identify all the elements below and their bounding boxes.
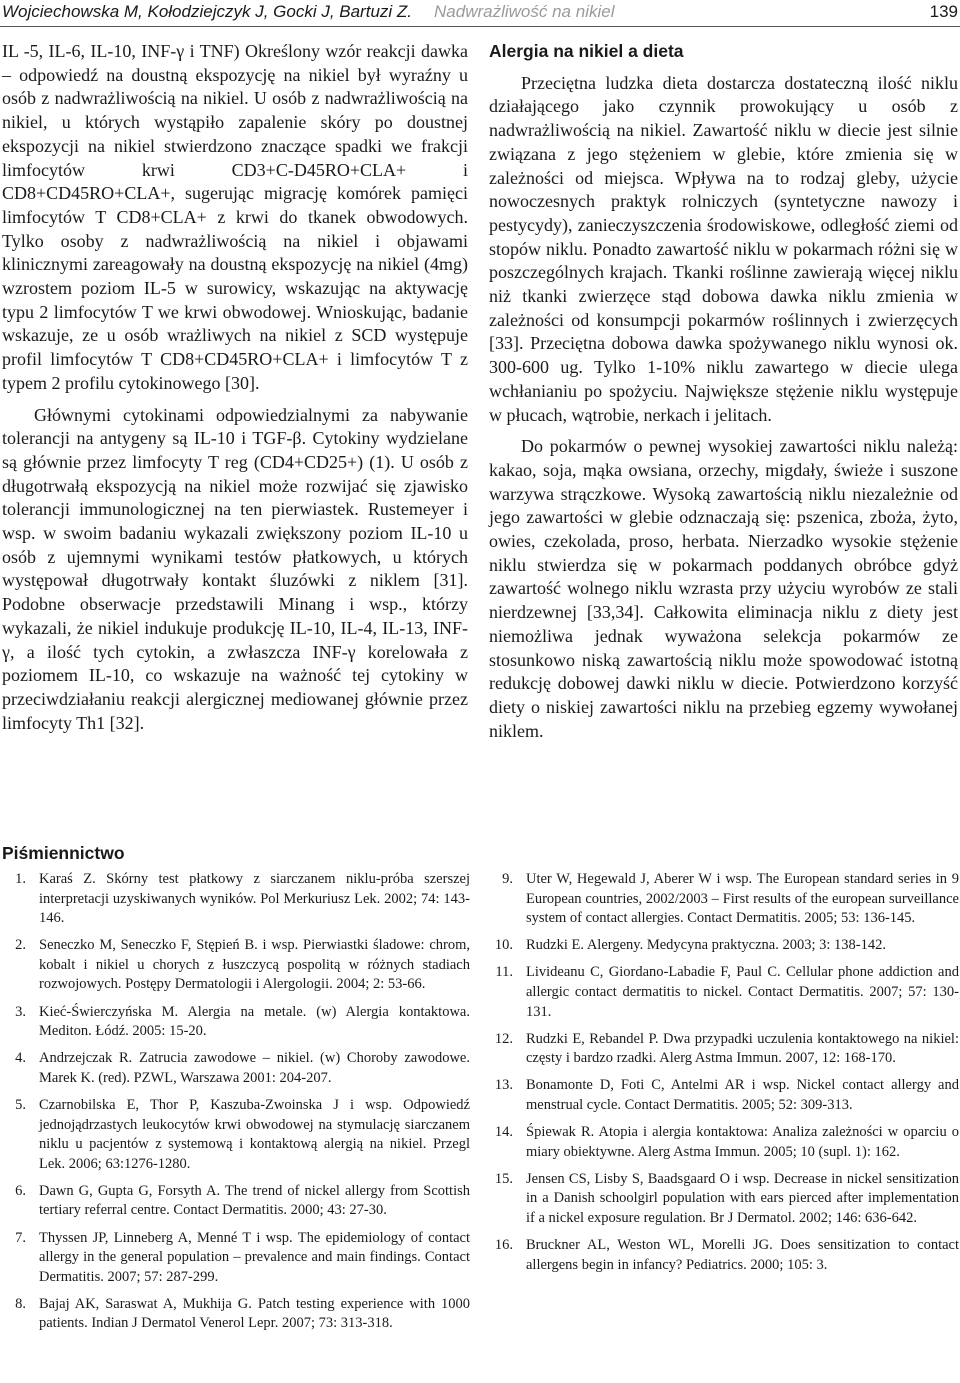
body-paragraph: Głównymi cytokinami odpowiedzialnymi za nabywanie tolerancji na antygeny są IL-10 i TGF-β. Cytokiny wydzielane są głównie przez limfocyty T reg (CD4+CD25+) (1). U osób z długotrwałą ekspozycją na nikiel może rozwijać się zjawisko tolerancji immunologicznej na ten pierwiastek. Rustemeyer i wsp. w swoim badaniu wykazali zwiększony poziom IL-10 u osób z ujemnymi wynikami testów płatkowych, u których występował długotrwały kontakt śluzówki z niklem [31]. Podobne obserwacje przedstawili Minang i wsp., którzy wykazali, że nikiel indukuje produkcję IL-10, IL-4, IL-13, INF-γ, a ilość tych cytokin, a zwłaszcza INF-γ korelowała z poziomem IL-10, co wskazuje na ważność tej cytokiny w przeciwdziałaniu reakcji alergicznej mediowanej głównie przez limfocyty Th1 [32]. bbox=[2, 404, 468, 733]
reference-number: 16. bbox=[494, 1237, 513, 1253]
reference-text: Bajaj AK, Saraswat A, Mukhija G. Patch testing experience with 1000 patients. Indian J Dermatol Venerol Lepr. 2007; 73: 313-318. bbox=[39, 1295, 470, 1332]
reference-item bbox=[2, 1003, 470, 1042]
reference-text: Czarnobilska E, Thor P, Kaszuba-Zwoinska J i wsp. Odpowiedź jednojądrzastych leukocytów krwi obwodowej na stymulację siarczanem niklu u pacjentów z systemową i kontaktową alergią na nikiel. Przegl Lek. 2006; 63:1276-1280. bbox=[39, 1096, 470, 1172]
reference-text: Śpiewak R. Atopia i alergia kontaktowa: Analiza zależności w oparciu o miary obiektywne. Alerg Astma Immun. 2005; 10 (supl. 1): 162. bbox=[526, 1124, 959, 1160]
reference-item bbox=[2, 1049, 470, 1088]
reference-item bbox=[2, 936, 470, 995]
reference-number: 7. bbox=[15, 1229, 26, 1246]
reference-item bbox=[2, 1182, 470, 1221]
reference-number: 13. bbox=[494, 1077, 513, 1094]
reference-item bbox=[489, 1076, 959, 1115]
reference-number: 6. bbox=[15, 1182, 26, 1199]
reference-number: 15. bbox=[494, 1170, 513, 1187]
reference-item bbox=[489, 1236, 959, 1275]
reference-text: Rudzki E. Alergeny. Medycyna praktyczna. 2003; 3: 138-142. bbox=[526, 937, 887, 954]
reference-text: Dawn G, Gupta G, Forsyth A. The trend of nickel allergy from Scottish tertiary referral centre. Contact Dermatitis. 2000; 43: 27-30. bbox=[39, 1182, 470, 1219]
reference-text: Kieć-Świerczyńska M. Alergia na metale. (w) Alergia kontaktowa. Mediton. Łódź. 2005: 15-20. bbox=[39, 1003, 470, 1040]
reference-text: Uter W, Hegewald J, Aberer W i wsp. The European standard series in 9 European countries, 2002/2003 – First results of the european surveillance system of contact allergies. Contact Dermatitis. 2005; 53: 136-145. bbox=[526, 871, 959, 927]
reference-number: 10. bbox=[494, 937, 513, 954]
reference-item bbox=[2, 1229, 470, 1288]
reference-text: Livideanu C, Giordano-Labadie F, Paul C. Cellular phone addiction and allergic contact dermatitis to nickel. Contact Dermatitis. 2007; 57: 130-131. bbox=[526, 964, 959, 1020]
reference-list-left bbox=[2, 870, 470, 1341]
reference-item bbox=[489, 963, 959, 1022]
running-header bbox=[0, 0, 960, 27]
reference-item bbox=[489, 936, 959, 956]
body-paragraph: IL -5, IL-6, IL-10, INF-γ i TNF) Określony wzór reakcji dawka – odpowiedź na doustną ekspozycję na nikiel był wyraźny u osób z nadwrażliwością na nikiel. U osób z nadwrażliwością na nikiel, u których wystąpiło zapalenie skóry po doustnej ekspozycji na nikiel stwierdzono znaczące spadki we frakcji limfocytów krwi CD3+C-D45RO+CLA+ i CD8+CD45RO+CLA+, sugerując migrację komórek pamięci limfocytów T CD8+CLA+ z krwi do tkanek obwodowych. Tylko osoby z nadwrażliwością na nikiel i objawami klinicznymi zareagowały na doustną ekspozycję na nikiel (4mg) wzrostem poziom IL-5 w surowicy, wskazując na aktywację typu 2 limfocytów T we krwi obwodowej. Wnioskując, badanie wskazuje, ze u osób wrażliwych na nikiel z SCD występuje profil limfocytów T CD8+CD45RO+CLA+ i limfocytów T z typem 2 profilu cytokinowego [30]. bbox=[2, 41, 468, 393]
reference-item bbox=[2, 1096, 470, 1174]
reference-number: 4. bbox=[15, 1050, 26, 1067]
reference-text: Bonamonte D, Foti C, Antelmi AR i wsp. Nickel contact allergy and menstrual cycle. Contact Dermatitis. 2005; 52: 309-313. bbox=[526, 1077, 959, 1113]
header-authors: Wojciechowska M, Kołodziejczyk J, Gocki J, Bartuzi Z. bbox=[2, 2, 413, 21]
reference-item bbox=[489, 1123, 959, 1162]
body-paragraph: Do pokarmów o pewnej wysokiej zawartości niklu należą: kakao, soja, mąka owsiana, orzechy, migdały, świeże i suszone warzywa strączkowe. Wysoką zawartością niklu niezależnie od jego zawartości w glebie odznaczają się: pszenica, zboża, żyto, owies, czekolada, proso, herbata. Nierzadko wysokie stężenie niklu stwierdza się w pokarmach poddanych obróbce gdyż zawartość wolnego niklu wzrasta przy użyciu wyrobów ze stali nierdzewnej [33,34]. Całkowita eliminacja niklu z diety jest niemożliwa jednak wyważona selekcja pokarmów ze stosunkowo niską zawartością niklu może spowodować istotną redukcję dobowej dawki niklu w diecie. Potwierdzono korzyść diety o niskiej zawartości niklu na przebieg egzemy wywołanej niklem. bbox=[489, 436, 958, 741]
reference-number: 11. bbox=[495, 964, 513, 981]
reference-item bbox=[489, 870, 959, 929]
reference-text: Bruckner AL, Weston WL, Morelli JG. Does sensitization to contact allergens begin in infancy? Pediatrics. 2000; 105: 3. bbox=[526, 1237, 959, 1273]
reference-number: 8. bbox=[15, 1295, 26, 1312]
reference-list-right bbox=[489, 870, 959, 1283]
reference-item bbox=[489, 1030, 959, 1069]
page-number: 139 bbox=[929, 2, 958, 21]
reference-item bbox=[2, 870, 470, 929]
reference-text: Rudzki E, Rebandel P. Dwa przypadki uczulenia kontaktowego na nikiel: częsty i bardzo rzadki. Alerg Astma Immun. 2007, 12: 168-170. bbox=[526, 1030, 959, 1067]
reference-text: Seneczko M, Seneczko F, Stępień B. i wsp. Pierwiastki śladowe: chrom, kobalt i nikiel u chorych z łuszczycą pospolitą w różnych stadiach rozwojowych. Postępy Dermatologii i Alergologii. 2004; 2: 53-66. bbox=[39, 937, 470, 993]
reference-item bbox=[489, 1170, 959, 1229]
header-title: Nadwrażliwość na nikiel bbox=[434, 2, 615, 21]
reference-text: Jensen CS, Lisby S, Baadsgaard O i wsp. Decrease in nickel sensitization in a Danish schoolgirl population with ears pierced after implementation if a nickel exposure regulation. Br J Dermatol. 2002; 146: 636-642. bbox=[526, 1170, 959, 1226]
right-column bbox=[489, 40, 958, 743]
reference-number: 5. bbox=[15, 1096, 26, 1113]
references-heading: Piśmiennictwo bbox=[2, 843, 125, 863]
reference-item bbox=[2, 1295, 470, 1334]
body-paragraph: Przeciętna ludzka dieta dostarcza dostateczną ilość niklu działającego jako czynnik prowokujący u osób z nadwrażliwością na nikiel. Zawartość niklu w diecie jest silnie związana z jego stężeniem w glebie, które zmienia się w zależności od miejsca. Wpływa na to rodzaj gleby, użycie nowoczesnych praktyk rolniczych (syntetyczne nawozy i pestycydy), zanieczyszczenia środowiskowe, odległość ziemi od stopów niklu. Ponadto zawartość niklu w pokarmach różni się w poszczególnych krajach. Tkanki roślinne zawierają więcej niklu niż tkanki zwierzęce stąd dobowa dawka niklu zmienia w zależności od konsumpcji pokarmów roślinnych i zwierzęcych [33]. Przeciętna dobowa dawka spożywanego niklu wynosi ok. 300-600 ug. Tylko 1-10% niklu zawartego w diecie ulega wchłanianiu po spożyciu. Największe stężenie niklu występuje w płucach, wątrobie, nerkach i jelitach. bbox=[489, 72, 958, 425]
header-left bbox=[2, 2, 614, 22]
section-heading: Alergia na nikiel a dieta bbox=[489, 41, 684, 61]
reference-text: Andrzejczak R. Zatrucia zawodowe – nikiel. (w) Choroby zawodowe. Marek K. (red). PZWL, Warszawa 2001: 204-207. bbox=[39, 1050, 470, 1086]
reference-number: 2. bbox=[15, 937, 26, 954]
reference-text: Karaś Z. Skórny test płatkowy z siarczanem niklu-próba szerszej interpretacji uzyskiwanych wyników. Pol Merkuriusz Lek. 2002; 74: 143-146. bbox=[39, 871, 470, 927]
reference-text: Thyssen JP, Linneberg A, Menné T i wsp. The epidemiology of contact allergy in the general population – prevalence and main findings. Contact Dermatitis. 2007; 57: 287-299. bbox=[39, 1229, 470, 1285]
reference-number: 14. bbox=[494, 1124, 513, 1141]
reference-number: 3. bbox=[15, 1003, 26, 1020]
reference-number: 9. bbox=[502, 871, 513, 887]
reference-number: 12. bbox=[494, 1030, 513, 1047]
left-column bbox=[2, 40, 468, 735]
reference-number: 1. bbox=[15, 871, 26, 887]
